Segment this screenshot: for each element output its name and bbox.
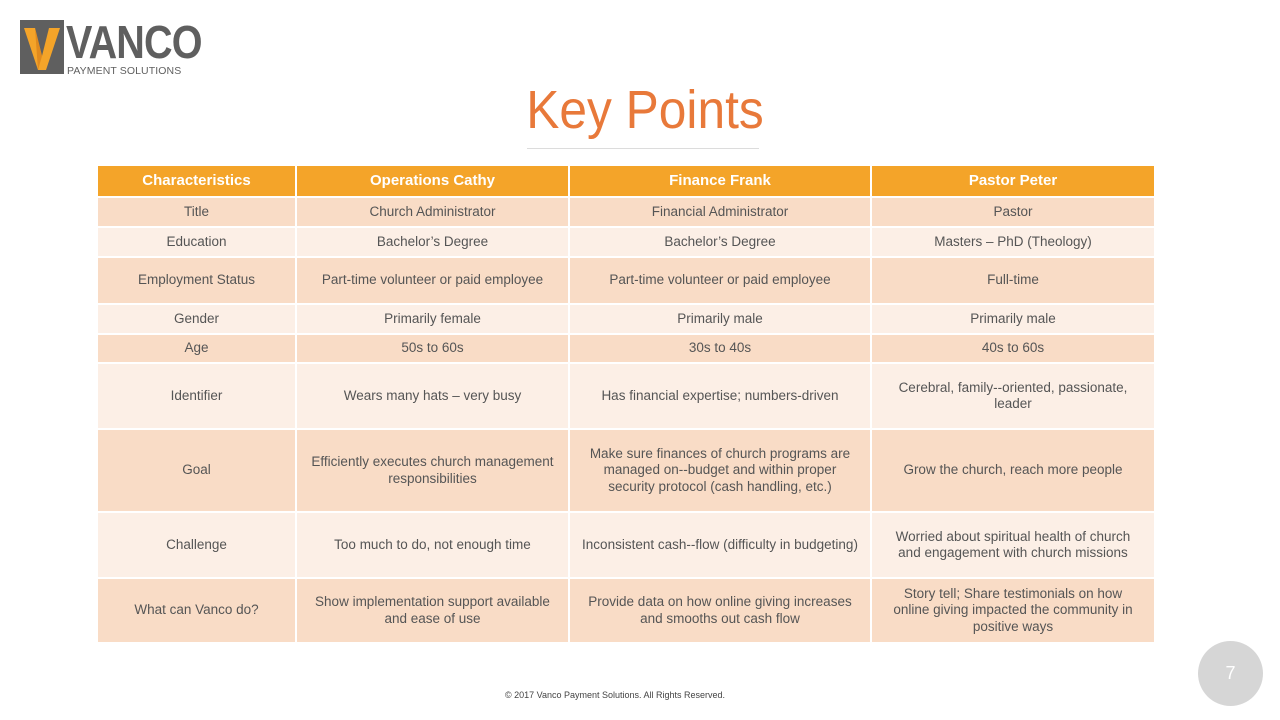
table-cell: Grow the church, reach more people xyxy=(871,429,1155,512)
header-pastor-peter: Pastor Peter xyxy=(871,165,1155,197)
footer-copyright: © 2017 Vanco Payment Solutions. All Rights Reserved. xyxy=(504,690,726,700)
table-row xyxy=(97,257,1155,304)
table-cell: 50s to 60s xyxy=(296,334,569,363)
row-label: Age xyxy=(97,334,296,363)
table-cell: Efficiently executes church management responsibilities xyxy=(296,429,569,512)
logo-tagline: PAYMENT SOLUTIONS xyxy=(67,65,182,77)
table-row xyxy=(97,578,1155,643)
table-header-row xyxy=(97,165,1155,197)
row-label: Employment Status xyxy=(97,257,296,304)
table-cell: Part-time volunteer or paid employee xyxy=(296,257,569,304)
table-cell: 30s to 40s xyxy=(569,334,871,363)
table-cell: Worried about spiritual health of church and engagement with church missions xyxy=(871,512,1155,578)
row-label: Education xyxy=(97,227,296,257)
table-cell: Too much to do, not enough time xyxy=(296,512,569,578)
table-cell: Bachelor’s Degree xyxy=(296,227,569,257)
slide-title: Key Points xyxy=(526,80,764,140)
table-cell: Masters – PhD (Theology) xyxy=(871,227,1155,257)
table-cell: Full-time xyxy=(871,257,1155,304)
table-cell: Provide data on how online giving increases and smooths out cash flow xyxy=(569,578,871,643)
header-finance-frank: Finance Frank xyxy=(569,165,871,197)
table-cell: Wears many hats – very busy xyxy=(296,363,569,429)
table-cell: Has financial expertise; numbers-driven xyxy=(569,363,871,429)
table-row xyxy=(97,197,1155,227)
table-cell: Bachelor’s Degree xyxy=(569,227,871,257)
table-cell: 40s to 60s xyxy=(871,334,1155,363)
table-row xyxy=(97,304,1155,334)
header-operations-cathy: Operations Cathy xyxy=(296,165,569,197)
table-cell: Primarily female xyxy=(296,304,569,334)
row-label: Title xyxy=(97,197,296,227)
table-cell: Inconsistent cash--flow (difficulty in budgeting) xyxy=(569,512,871,578)
logo-wordmark: VANCO xyxy=(66,16,202,68)
row-label: What can Vanco do? xyxy=(97,578,296,643)
table-cell: Financial Administrator xyxy=(569,197,871,227)
row-label: Goal xyxy=(97,429,296,512)
header-characteristics: Characteristics xyxy=(97,165,296,197)
table-row xyxy=(97,429,1155,512)
row-label: Gender xyxy=(97,304,296,334)
row-label: Challenge xyxy=(97,512,296,578)
table-cell: Primarily male xyxy=(871,304,1155,334)
key-points-table xyxy=(96,164,1156,644)
table-cell: Pastor xyxy=(871,197,1155,227)
vanco-logo xyxy=(20,16,202,78)
table-cell: Make sure finances of church programs are managed on--budget and within proper security protocol (cash handling, etc.) xyxy=(569,429,871,512)
table-cell: Cerebral, family--oriented, passionate, leader xyxy=(871,363,1155,429)
title-underline xyxy=(527,148,759,149)
table-cell: Part-time volunteer or paid employee xyxy=(569,257,871,304)
table-row xyxy=(97,227,1155,257)
table-row xyxy=(97,334,1155,363)
table-cell: Show implementation support available and ease of use xyxy=(296,578,569,643)
table-cell: Church Administrator xyxy=(296,197,569,227)
table-cell: Primarily male xyxy=(569,304,871,334)
table-cell: Story tell; Share testimonials on how online giving impacted the community in positive ways xyxy=(871,578,1155,643)
table-row xyxy=(97,512,1155,578)
slide-number-badge: 7 xyxy=(1198,641,1263,706)
row-label: Identifier xyxy=(97,363,296,429)
vanco-v-mark-icon xyxy=(20,20,64,74)
table-row xyxy=(97,363,1155,429)
